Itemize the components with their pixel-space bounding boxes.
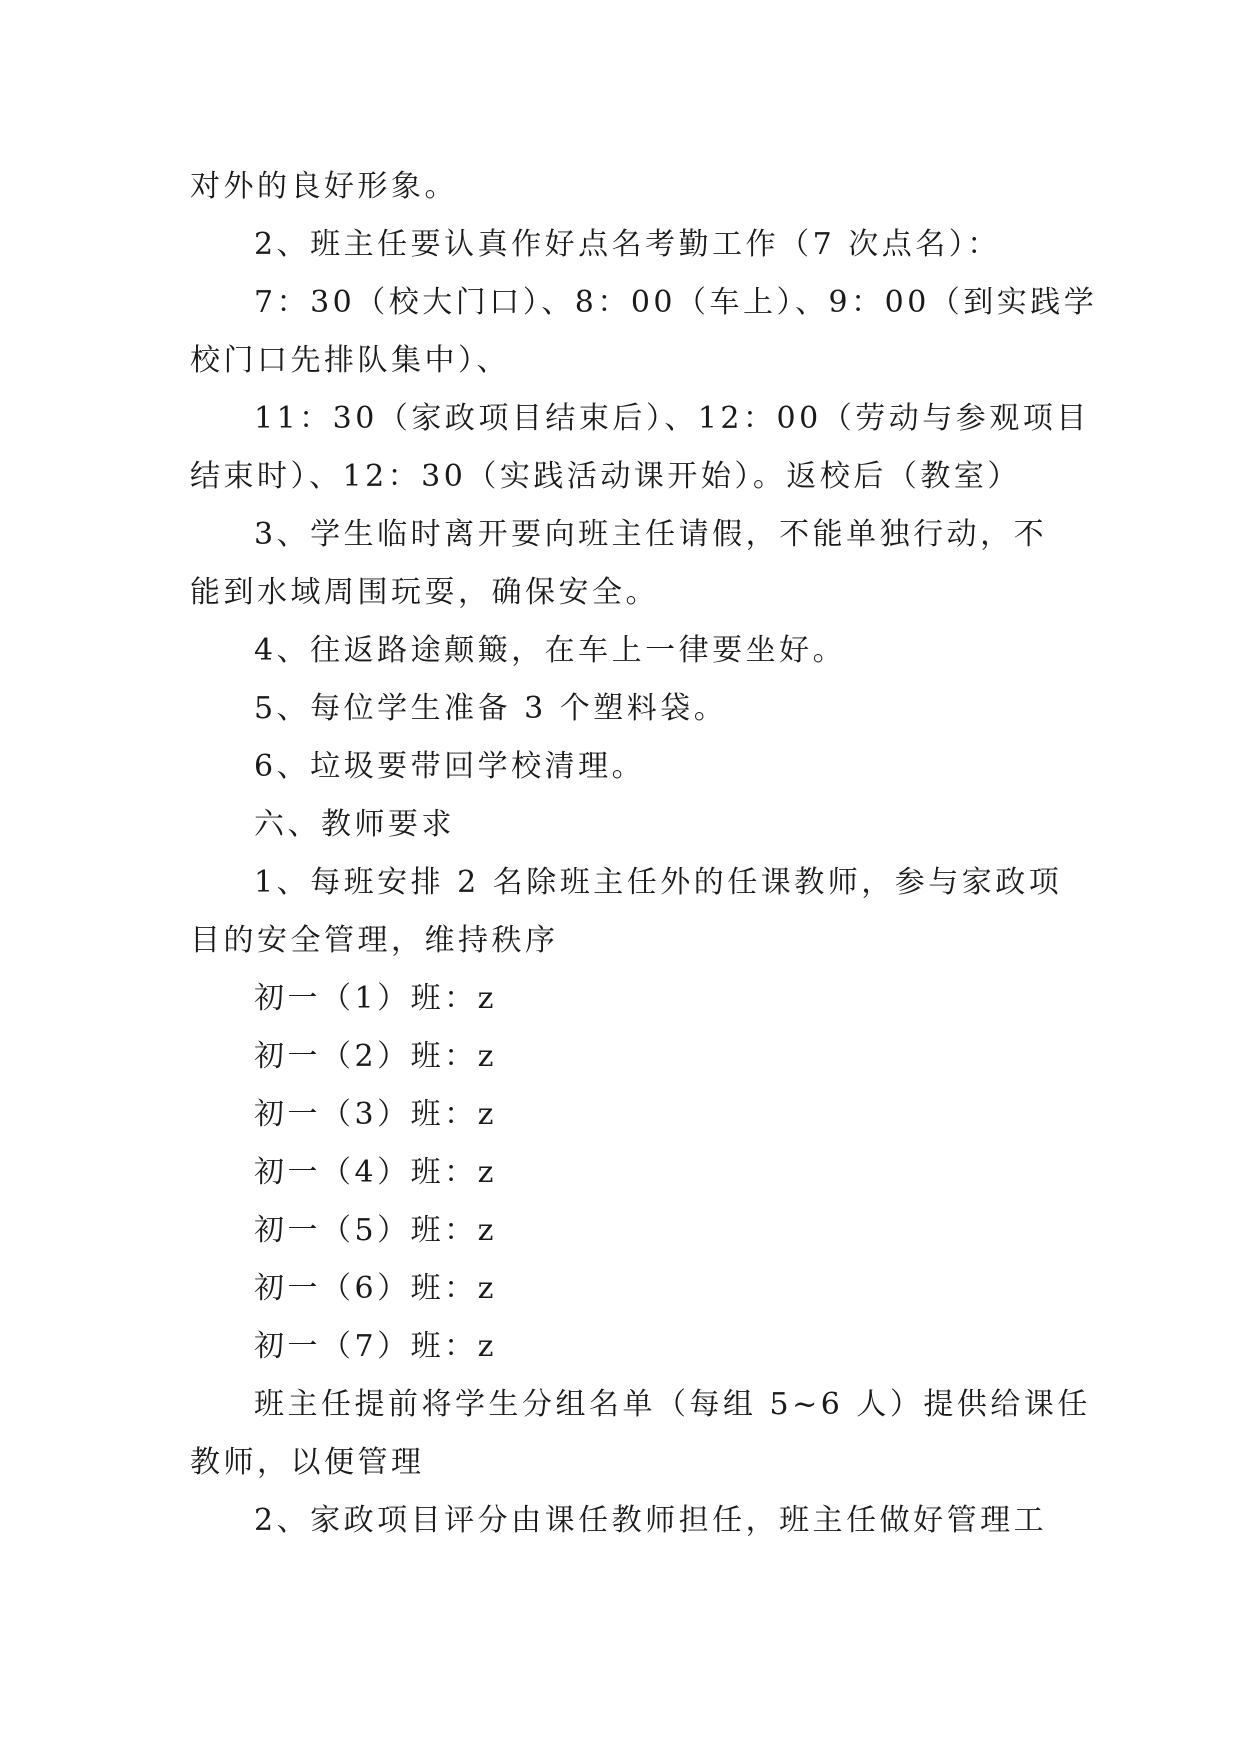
- text-line: 校门口先排队集中）、: [190, 343, 510, 378]
- text-line: 班主任提前将学生分组名单（每组 5~6 人）提供给课任: [254, 1387, 1091, 1422]
- text-line: 1、每班安排 2 名除班主任外的任课教师，参与家政项: [254, 865, 1063, 900]
- text-line: 2、家政项目评分由课任教师担任，班主任做好管理工: [254, 1503, 1048, 1538]
- text-line: 对外的良好形象。: [190, 169, 458, 204]
- text-line: 初一（4）班：z: [254, 1155, 497, 1190]
- document-body: [190, 158, 1098, 1550]
- text-line: 结束时）、12：30（实践活动课开始）。返校后（教室）: [190, 459, 1021, 494]
- text-line: 初一（3）班：z: [254, 1097, 497, 1132]
- text-line: 4、往返路途颠簸，在车上一律要坐好。: [254, 633, 847, 668]
- text-line: 能到水域周围玩耍，确保安全。: [190, 575, 659, 610]
- text-line: 六、教师要求: [254, 807, 455, 842]
- text-line: 初一（6）班：z: [254, 1271, 497, 1306]
- text-line: 初一（7）班：z: [254, 1329, 497, 1364]
- text-line: 11：30（家政项目结束后）、12：00（劳动与参观项目: [254, 401, 1090, 436]
- text-line: 初一（1）班：z: [254, 981, 497, 1016]
- text-line: 3、学生临时离开要向班主任请假，不能单独行动，不: [254, 517, 1048, 552]
- text-line: 目的安全管理，维持秩序: [190, 923, 559, 958]
- text-line: 初一（2）班：z: [254, 1039, 497, 1074]
- text-line: 7：30（校大门口）、8：00（车上）、9：00（到实践学: [254, 285, 1098, 320]
- text-line: 教师，以便管理: [190, 1445, 425, 1480]
- text-line: 6、垃圾要带回学校清理。: [254, 749, 646, 784]
- text-line: 2、班主任要认真作好点名考勤工作（7 次点名）：: [254, 227, 1001, 262]
- text-line: 5、每位学生准备 3 个塑料袋。: [254, 691, 728, 726]
- text-line: 初一（5）班：z: [254, 1213, 497, 1248]
